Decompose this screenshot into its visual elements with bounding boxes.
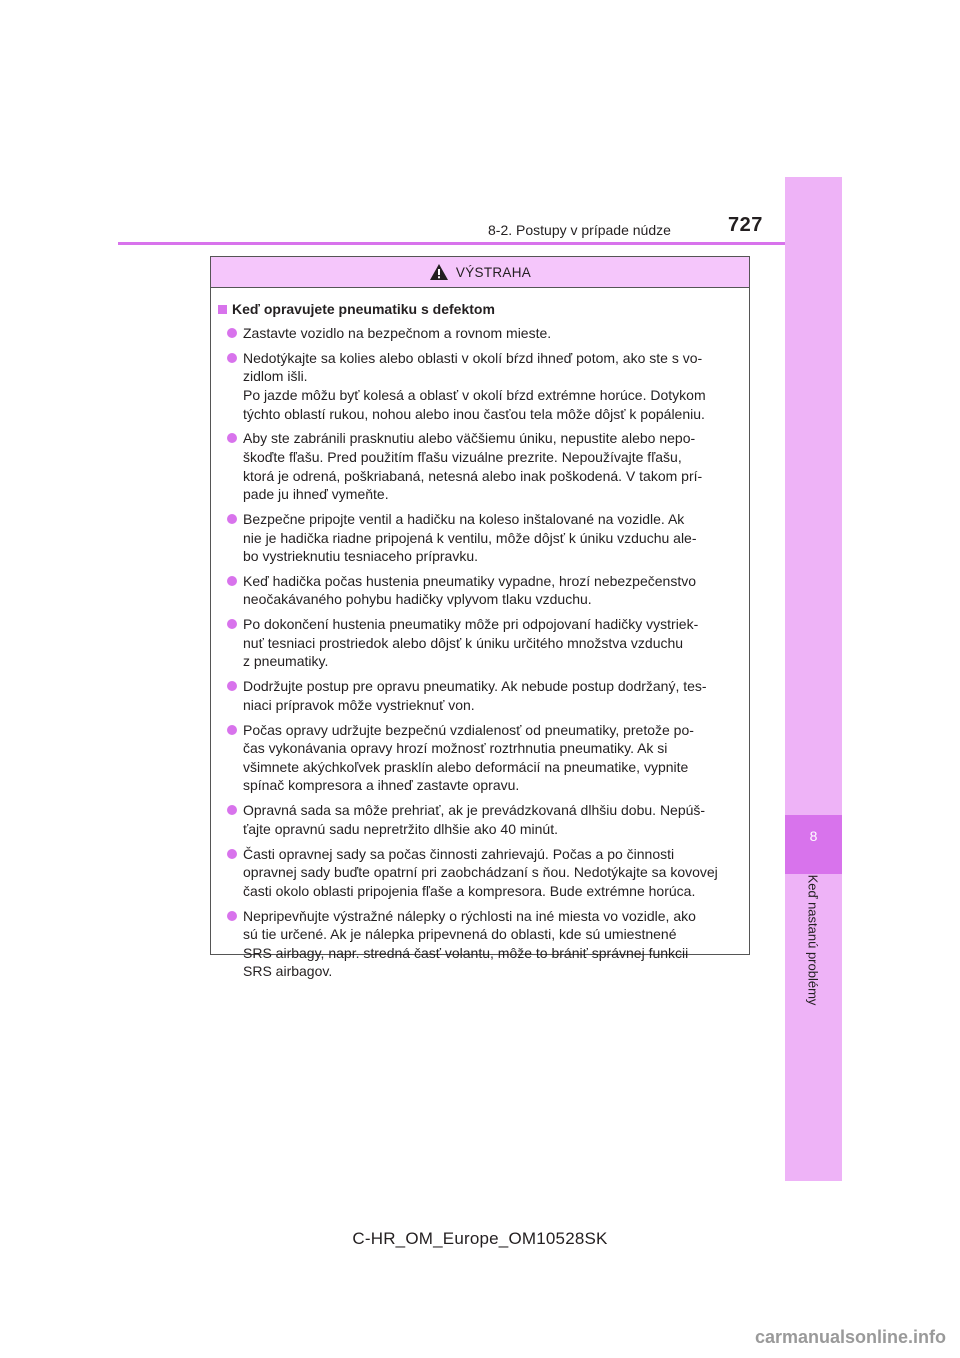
warning-item-line: ťajte opravnú sadu nepretržito dlhšie ako 40 minút. [243,820,558,837]
warning-list-item [217,349,744,423]
bullet-dot-icon [227,849,237,859]
warning-item-line: Opravná sada sa môže prehriať, ak je prevádzkovaná dlhšiu dobu. Nepúš- [243,802,706,819]
watermark: carmanualsonline.info [754,1327,946,1347]
warning-item-line: zidlom išli. [243,368,308,385]
square-bullet-icon [218,305,227,314]
bullet-dot-icon [227,353,237,363]
warning-item-line: SRS airbagov. [243,963,333,980]
warning-triangle-icon [429,263,449,281]
warning-list-item [217,845,744,901]
warning-item-line: Časti opravnej sady sa počas činnosti zahrievajú. Počas a po činnosti [243,845,675,862]
warning-item-line: Bezpečne pripojte ventil a hadičku na koleso inštalované na vozidle. Ak [243,510,685,527]
chapter-side-tab [785,177,842,1181]
warning-item-line: nie je hadička riadne pripojená k ventilu, môže dôjsť k úniku vzduchu ale- [243,529,697,546]
bullet-dot-icon [227,805,237,815]
warning-item-line: neočakávaného pohybu hadičky vplyvom tlaku vzduchu. [243,591,592,608]
warning-item-line: niaci prípravok môže vystrieknuť von. [243,696,475,713]
chapter-number-block [785,815,842,874]
warning-list-item [217,429,744,503]
warning-item-line: pade ju ihneď vymeňte. [243,486,389,503]
warning-list-item [217,324,744,343]
document-code: C-HR_OM_Europe_OM10528SK [352,1229,608,1248]
warning-item-line: SRS airbagy, napr. stredná časť volantu, môže to brániť správnej funkcii [243,944,689,961]
warning-item-line: sú tie určené. Ak je nálepka pripevnená do oblasti, kde sú umiestnené [243,926,677,943]
warning-item-line: spínač kompresora a ihneď zastavte opravu. [243,777,520,794]
warning-item-line: Dodržujte postup pre opravu pneumatiky. Ak nebude postup dodržaný, tes- [243,678,707,695]
warning-item-line: ktorá je odrená, poškriabaná, netesná alebo inak poškodená. V takom prí- [243,467,703,484]
warning-item-line: Nedotýkajte sa kolies alebo oblasti v okolí bŕzd ihneď potom, ako ste s vo- [243,349,703,366]
warning-item-line: Keď hadička počas hustenia pneumatiky vypadne, hrozí nebezpečenstvo [243,572,697,589]
chapter-number: 8 [809,828,818,844]
warning-item-line: opravnej sady buďte opatrní pri zaobchádzaní s ňou. Nedotýkajte sa kovovej [243,864,718,881]
page-number: 727 [728,214,763,236]
bullet-dot-icon [227,725,237,735]
warning-list-item [217,677,744,714]
warning-item-line: Počas opravy udržujte bezpečnú vzdialenosť od pneumatiky, pretože po- [243,721,694,738]
header-rule [118,242,785,245]
bullet-dot-icon [227,619,237,629]
warning-list-item [217,510,744,566]
warning-item-line: Zastavte vozidlo na bezpečnom a rovnom mieste. [243,325,552,341]
warning-item-line: nuť tesniaci prostriedok alebo dôjsť k úniku určitého množstva vzduchu [243,634,684,651]
warning-item-line: Po jazde môžu byť kolesá a oblasť v okolí bŕzd extrémne horúce. Dotykom [243,386,706,403]
warning-item-line: z pneumatiky. [243,653,329,670]
warning-body [211,288,749,981]
bullet-dot-icon [227,514,237,524]
section-title: 8-2. Postupy v prípade núdze [488,222,671,238]
warning-item-line: čas vykonávania opravy hrozí možnosť roztrhnutia pneumatiky. Ak si [243,740,668,757]
warning-list-item [217,721,744,795]
warning-item-line: Po dokončení hustenia pneumatiky môže pri odpojovaní hadičky vystriek- [243,616,699,633]
bullet-dot-icon [227,328,237,338]
warning-label: VÝSTRAHA [455,264,532,280]
warning-header [211,257,749,288]
bullet-dot-icon [227,681,237,691]
warning-list-item [217,907,744,981]
warning-list-item [217,572,744,609]
warning-item-line: Nepripevňujte výstražné nálepky o rýchlosti na iné miesta vo vozidle, ako [243,907,696,924]
warning-box [210,256,750,980]
warning-item-line: týchto oblastí rukou, nohou alebo inou časťou tela môže dôjsť k popáleniu. [243,405,705,422]
bullet-dot-icon [227,433,237,443]
warning-item-line: všimnete akýchkoľvek prasklín alebo deformácií na pneumatike, vypnite [243,758,689,775]
warning-item-line: Aby ste zabránili prasknutiu alebo väčšiemu úniku, nepustite alebo nepo- [243,430,696,447]
warning-list-item [217,801,744,838]
bullet-dot-icon [227,911,237,921]
warning-item-line: škoďte fľašu. Pred použitím fľašu vizuálne prezrite. Nepoužívajte fľašu, [243,448,682,465]
bullet-dot-icon [227,576,237,586]
warning-item-line: časti okolo oblasti pripojenia fľaše a kompresora. Bude extrémne horúca. [243,882,696,899]
warning-list [217,324,744,981]
warning-item-line: bo vystrieknutiu tesniaceho prípravku. [243,548,479,565]
warning-heading [217,301,744,317]
warning-heading-text: Keď opravujete pneumatiku s defektom [232,301,495,317]
chapter-title: Keď nastanú problémy [805,874,821,1006]
warning-list-item [217,615,744,671]
